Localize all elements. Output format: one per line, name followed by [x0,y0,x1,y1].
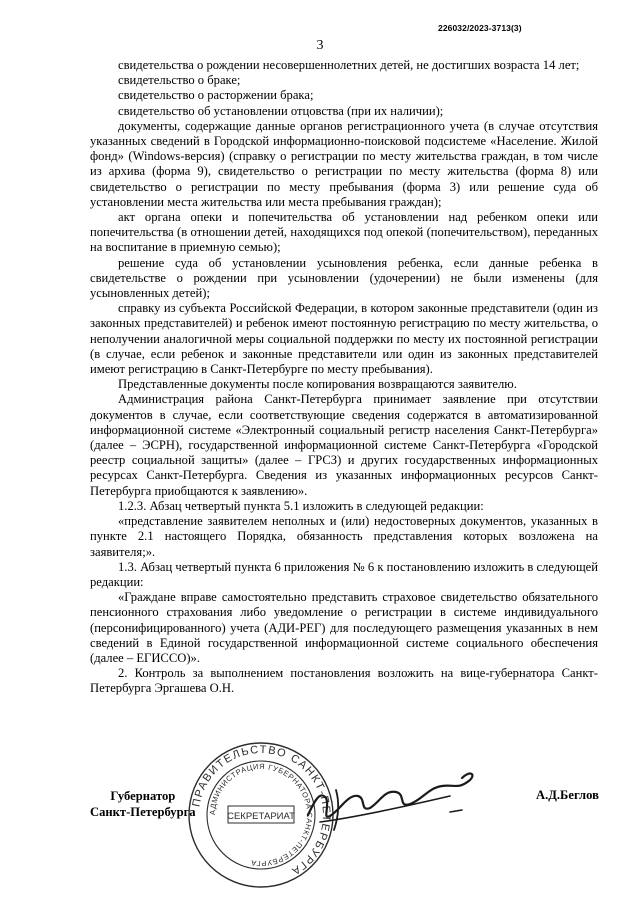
paragraph: справку из субъекта Российской Федерации, в котором законные представители (один из законных представителей) и ребенок имеют постоянную регистрацию по месту жительства, о неполучении аналогичной меры социальной поддержки по месту их постоянной регистрации (в случае, если ребенок и законные представители или один из законных представителей имеют регистрацию в Санкт-Петербурге по месту пребывания). [90,301,598,377]
handwritten-signature-icon [300,760,500,840]
paragraph: свидетельство об установлении отцовства (при их наличии); [118,103,444,118]
seal-inner-text: АДМИНИСТРАЦИЯ ГУБЕРНАТОРА САНКТ-ПЕТЕРБУРГА [207,761,315,869]
paragraph: 1.2.3. Абзац четвертый пункта 5.1 изложить в следующей редакции: [118,498,484,513]
paragraph: 2. Контроль за выполнением постановления возложить на вице-губернатора Санкт-Петербурга Эргашева О.Н. [90,666,598,696]
paragraph: документы, содержащие данные органов регистрационного учета (в случае отсутствия указанных сведений в Городской информационно-поисковой подсистеме «Население. Жилой фонд» (Windows-версия) (справку о регистрации по месту жительства граждан, в том числе из архива (форма 9), свидетельство о регистрации по месту жительства (форма 8) или свидетельство о регистрации по месту пребывания (форма 3) или решение суда об установлении места жительства или места пребывания граждан); [90,118,598,209]
seal-center-text: СЕКРЕТАРИАТ [227,811,295,822]
paragraph: «представление заявителем неполных и (или) недостоверных документов, указанных в пункте 2.1 настоящего Порядка, обязанность представления которых возложена на заявителя;». [90,514,598,559]
paragraph: свидетельство о браке; [118,73,241,88]
position-line-2: Санкт-Петербурга [90,805,196,819]
paragraph: свидетельство о расторжении брака; [118,88,314,103]
paragraph: Администрация района Санкт-Петербурга принимает заявление при отсутствии документов в случае, если соответствующие сведения содержатся в автоматизированной информационной системе «Электронный социальный регистр населения Санкт-Петербурга» (далее – ЭСРН), государственной информационной системе Санкт-Петербурга «Городской реестр социальной защиты» (далее – ГРСЗ) и других государственных информационных ресурсах Санкт-Петербурга. Сведения из указанных информационных ресурсов Санкт-Петербурга приобщаются к заявлению». [90,392,598,498]
paragraph: свидетельства о рождении несовершеннолетних детей, не достигших возраста 14 лет; [118,58,580,72]
signatory-position [90,788,196,820]
document-body [90,58,598,697]
position-line-1: Губернатор [110,789,176,803]
signature-block [0,740,640,890]
document-number: 226032/2023-3713(3) [438,23,522,33]
signatory-name: А.Д.Беглов [536,788,599,802]
paragraph: «Граждане вправе самостоятельно представить страховое свидетельство обязательного пенсионного страхования либо уведомление о регистрации в системе индивидуального (персонифицированного) учета (АДИ-РЕГ) для последующего размещения указанных в нем сведений в Единой государственной информационной системе социального обеспечения (далее – ЕГИССО)». [90,590,598,665]
paragraph: акт органа опеки и попечительства об установлении над ребенком опеки или попечительства (в отношении детей, находящихся под опекой (попечительством), переданных на воспитание в приемную семью); [90,210,598,255]
page-number: 3 [316,38,324,53]
paragraph: Представленные документы после копирования возвращаются заявителю. [118,377,517,392]
seal-outer-text: ПРАВИТЕЛЬСТВО САНКТ-ПЕТЕРБУРГА [190,743,333,878]
paragraph: решение суда об установлении усыновления ребенка, если данные ребенка в свидетельстве о рождении при усыновлении (удочерении) не были изменены (для усыновленных детей); [90,255,598,301]
paragraph: 1.3. Абзац четвертый пункта 6 приложения № 6 к постановлению изложить в следующей редакции: [90,559,598,589]
